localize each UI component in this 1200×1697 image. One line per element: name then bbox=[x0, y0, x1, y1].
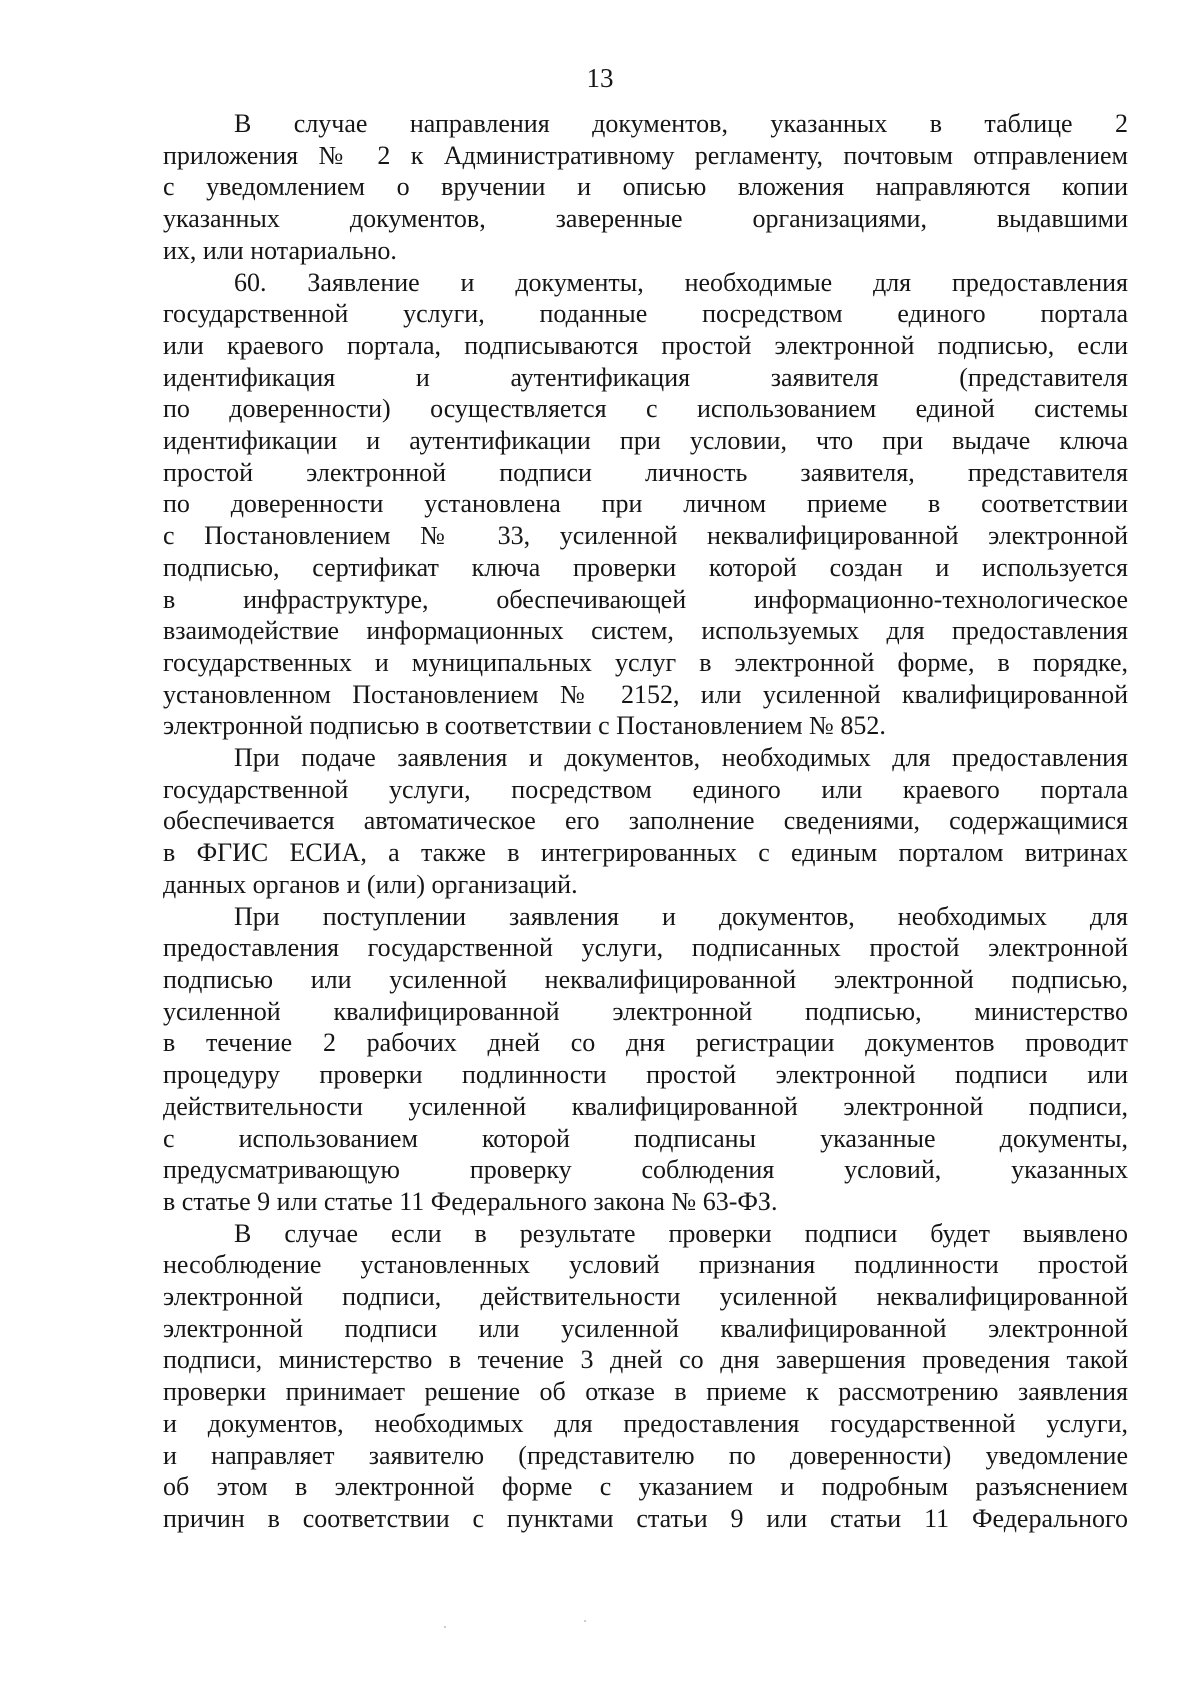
text-line: их, или нотариально. bbox=[163, 235, 397, 265]
document-body bbox=[163, 108, 1128, 1535]
text-line: с уведомлением о вручении и описью вложения направляются копии bbox=[163, 172, 1128, 202]
text-line: идентификации и аутентификации при условии, что при выдаче ключа bbox=[163, 426, 1128, 456]
text-line: в инфраструктуре, обеспечивающей информационно-технологическое bbox=[163, 584, 1128, 614]
text-line: взаимодействие информационных систем, используемых для предоставления bbox=[163, 616, 1128, 646]
text-line: или краевого портала, подписываются простой электронной подписью, если bbox=[163, 330, 1128, 360]
text-line: подписью, сертификат ключа проверки которой создан и используется bbox=[163, 552, 1128, 582]
text-line: по доверенности) осуществляется с использованием единой системы bbox=[163, 394, 1128, 424]
text-line: государственной услуги, посредством единого или краевого портала bbox=[163, 774, 1128, 804]
text-line: В случае направления документов, указанных в таблице 2 bbox=[234, 109, 1128, 138]
text-line: приложения № 2 к Административному регламенту, почтовым отправлением bbox=[163, 140, 1128, 170]
text-line: подписью или усиленной неквалифицированной электронной подписью, bbox=[163, 964, 1128, 994]
text-line: и направляет заявителю (представителю по доверенности) уведомление bbox=[163, 1440, 1128, 1470]
text-line: обеспечивается автоматическое его заполнение сведениями, содержащимися bbox=[163, 806, 1128, 836]
paragraph-5 bbox=[163, 1218, 1128, 1535]
paragraph-4 bbox=[163, 901, 1128, 1218]
text-line: проверки принимает решение об отказе в приеме к рассмотрению заявления bbox=[163, 1377, 1128, 1407]
text-line: 60. Заявление и документы, необходимые для предоставления bbox=[234, 267, 1128, 297]
page-number: 13 bbox=[586, 63, 614, 93]
text-line: и документов, необходимых для предоставления государственной услуги, bbox=[163, 1408, 1128, 1438]
text-line: простой электронной подписи личность заявителя, представителя bbox=[163, 457, 1128, 487]
text-line: в статье 9 или статье 11 Федерального закона № 63-ФЗ. bbox=[163, 1186, 778, 1216]
text-line: установленном Постановлением № 2152, или усиленной квалифицированной bbox=[163, 679, 1128, 709]
text-line: данных органов и (или) организаций. bbox=[163, 869, 578, 899]
text-line: в ФГИС ЕСИА, а также в интегрированных с единым порталом витринах bbox=[163, 838, 1128, 868]
text-line: несоблюдение установленных условий признания подлинности простой bbox=[163, 1250, 1128, 1280]
paragraph-3 bbox=[163, 742, 1128, 901]
text-line: с Постановлением № 33, усиленной неквалифицированной электронной bbox=[163, 521, 1128, 551]
text-line: идентификация и аутентификация заявителя (представителя bbox=[163, 362, 1128, 392]
text-line: причин в соответствии с пунктами статьи 9 или статьи 11 Федерального bbox=[163, 1503, 1128, 1533]
text-line: государственных и муниципальных услуг в электронной форме, в порядке, bbox=[163, 647, 1128, 677]
text-line: указанных документов, заверенные организациями, выдавшими bbox=[163, 204, 1128, 234]
text-line: предоставления государственной услуги, подписанных простой электронной bbox=[163, 933, 1128, 963]
text-line: В случае если в результате проверки подписи будет выявлено bbox=[234, 1218, 1128, 1248]
paragraph-60 bbox=[163, 267, 1128, 743]
text-line: предусматривающую проверку соблюдения условий, указанных bbox=[163, 1155, 1128, 1185]
text-line: с использованием которой подписаны указанные документы, bbox=[163, 1123, 1128, 1153]
text-line: процедуру проверки подлинности простой электронной подписи или bbox=[163, 1060, 1128, 1090]
text-line: усиленной квалифицированной электронной подписью, министерство bbox=[163, 996, 1128, 1026]
text-line: в течение 2 рабочих дней со дня регистрации документов проводит bbox=[163, 1028, 1128, 1058]
text-line: электронной подписи, действительности усиленной неквалифицированной bbox=[163, 1282, 1128, 1312]
text-line: подписи, министерство в течение 3 дней со дня завершения проведения такой bbox=[163, 1345, 1128, 1375]
scan-speck bbox=[444, 1626, 446, 1628]
text-line: действительности усиленной квалифицированной электронной подписи, bbox=[163, 1091, 1128, 1121]
text-line: об этом в электронной форме с указанием и подробным разъяснением bbox=[163, 1472, 1128, 1502]
text-line: При поступлении заявления и документов, необходимых для bbox=[234, 901, 1128, 931]
paragraph-1 bbox=[163, 108, 1128, 267]
text-line: При подаче заявления и документов, необходимых для предоставления bbox=[234, 743, 1128, 773]
scan-speck bbox=[584, 1620, 586, 1622]
text-line: электронной подписи или усиленной квалифицированной электронной bbox=[163, 1313, 1128, 1343]
text-line: по доверенности установлена при личном приеме в соответствии bbox=[163, 489, 1128, 519]
text-line: государственной услуги, поданные посредством единого портала bbox=[163, 299, 1128, 329]
text-line: электронной подписью в соответствии с Постановлением № 852. bbox=[163, 711, 886, 741]
